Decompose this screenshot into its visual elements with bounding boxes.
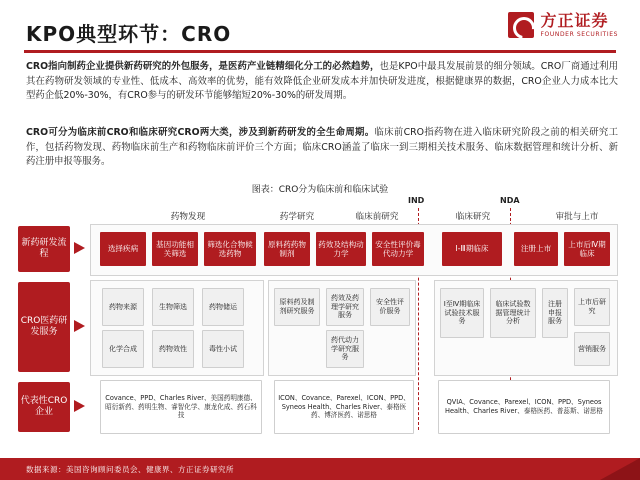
service-box-l6[interactable]: 毒性小试 xyxy=(202,330,244,368)
band-title-drug-discovery: 药物发现 xyxy=(170,212,206,222)
paragraph-2-rest: 临床前CRO指药物在进入临床研究阶段之前的相关研究工作，包括药物发现、药物临床前生产和药物临床前评价三个方面；临床CRO涵盖了临床一到三期相关技术服务、临床数据管理和统计分析、新药注册申报等服务。 xyxy=(26,127,618,168)
logo-name-en: FOUNDER SECURITIES xyxy=(540,30,618,38)
band-title-pharmaceutics: 药学研究 xyxy=(279,212,315,222)
service-box-l3[interactable]: 药物储运 xyxy=(202,288,244,326)
milestone-label-nda: NDA xyxy=(500,196,520,205)
band-title-approval: 审批与上市 xyxy=(555,212,599,222)
flow-box-2[interactable]: 基因功能相关筛选 xyxy=(152,232,198,266)
flow-box-1[interactable]: 选择疾病 xyxy=(100,232,146,266)
company-box-3[interactable]: QVIA、Covance、Parexel、ICON、PPD、Syneos Health、Charles River、泰格医药、普蕊斯、诺思格 xyxy=(438,380,610,434)
company-box-2[interactable]: ICON、Covance、Parexel、ICON、PPD、Syneos Health、Charles River、泰格医药、博济医药、诺思格 xyxy=(274,380,414,434)
paragraph-1-bold: CRO指向制药企业提供新药研究的外包服务，是医药产业链精细化分工的必然趋势， xyxy=(26,61,380,72)
cro-diagram xyxy=(18,196,622,450)
row-arrow-company-icon xyxy=(74,400,85,412)
figure-caption: 图表：CRO分为临床前和临床试验 xyxy=(251,185,389,195)
service-box-l2[interactable]: 生物筛选 xyxy=(152,288,194,326)
paragraph-1 xyxy=(26,60,618,104)
service-box-l5[interactable]: 药物效性 xyxy=(152,330,194,368)
service-box-l4[interactable]: 化学合成 xyxy=(102,330,144,368)
slide-footer xyxy=(0,458,640,480)
footer-source: 数据来源：美国咨询顾问委员会、健康界、方正证券研究所 xyxy=(26,465,234,474)
service-box-m4[interactable]: 药代动力学研究服务 xyxy=(326,330,364,368)
band-title-clinical: 临床研究 xyxy=(455,212,491,222)
flow-box-7[interactable]: Ⅰ-Ⅲ期临床 xyxy=(442,232,502,266)
service-box-r2[interactable]: 临床试验数据管理统计分析 xyxy=(490,288,536,338)
logo-mark-icon xyxy=(508,12,534,38)
footer-corner-shape xyxy=(600,458,640,480)
paragraph-2 xyxy=(26,126,618,170)
service-box-m1[interactable]: 原料药及制剂研究服务 xyxy=(274,288,320,326)
service-box-r4[interactable]: 上市后研究 xyxy=(574,288,610,326)
band-title-preclinical: 临床前研究 xyxy=(355,212,399,222)
flow-box-5[interactable]: 药效及结构动力学 xyxy=(316,232,366,266)
page-title: KPO典型环节：CRO xyxy=(26,22,232,46)
service-box-r5[interactable]: 营销服务 xyxy=(574,332,610,366)
service-box-l1[interactable]: 药物来源 xyxy=(102,288,144,326)
flow-box-6[interactable]: 安全性评价毒代动力学 xyxy=(372,232,424,266)
row-label-flow: 新药研发流程 xyxy=(18,226,70,272)
header-divider xyxy=(24,50,616,53)
row-arrow-flow-icon xyxy=(74,242,85,254)
service-box-r1[interactable]: Ⅰ至Ⅳ期临床试验技术服务 xyxy=(440,288,484,338)
flow-box-8[interactable]: 注册上市 xyxy=(514,232,558,266)
row-label-company: 代表性CRO企业 xyxy=(18,382,70,432)
service-box-m2[interactable]: 药效及药理学研究服务 xyxy=(326,288,364,326)
service-box-r3[interactable]: 注册申报服务 xyxy=(542,288,568,338)
slide-header xyxy=(0,0,640,64)
row-label-service: CRO医药研发服务 xyxy=(18,282,70,372)
service-box-m3[interactable]: 安全性评价服务 xyxy=(370,288,410,326)
flow-box-9[interactable]: 上市后Ⅳ期临床 xyxy=(564,232,610,266)
company-logo xyxy=(508,12,619,38)
row-arrow-service-icon xyxy=(74,320,85,332)
milestone-label-ind: IND xyxy=(408,196,425,205)
company-box-1[interactable]: Covance、PPD、Charles River、美国药明康德、昭衍新药、药明生物、睿智化学、康龙化成、药石科技 xyxy=(100,380,262,434)
logo-name-cn: 方正证券 xyxy=(540,10,609,30)
flow-box-3[interactable]: 筛选化合物候选药物 xyxy=(204,232,256,266)
paragraph-2-bold: CRO可分为临床前CRO和临床研究CRO两大类，涉及到新药研发的全生命周期。 xyxy=(26,127,375,138)
flow-box-4[interactable]: 原料药药物制剂 xyxy=(264,232,310,266)
paragraph-1-rest: 也是KPO中最具发展前景的细分领域。CRO厂商通过利用其在药物研发领域的专业性、低成本、高效率的优势，能有效降低企业研发成本并加快研发进度，根据健康界的数据，CRO企业人力成本比大型药企低20%-30%，有CRO参与的研发环节能够缩短20%-30%的研发周期。 xyxy=(26,61,619,102)
